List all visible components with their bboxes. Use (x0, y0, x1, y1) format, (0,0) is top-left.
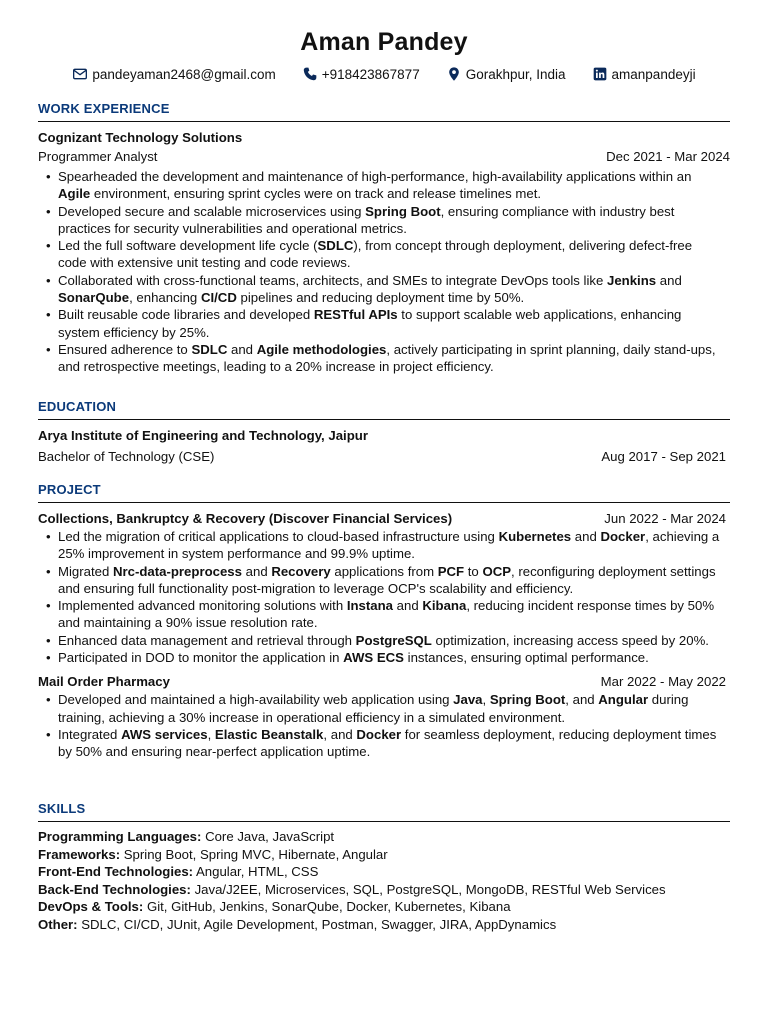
skill-value: Java/J2EE, Microservices, SQL, PostgreSQL, MongoDB, RESTful Web Services (190, 881, 666, 897)
bold-keyword: PostgreSQL (355, 632, 432, 648)
job-role: Programmer Analyst (38, 149, 158, 164)
bold-keyword: Java (453, 692, 483, 708)
skill-line (38, 846, 730, 864)
skill-value: Core Java, JavaScript (201, 829, 335, 844)
education-degree-row (38, 447, 730, 466)
bold-keyword: Elastic Beanstalk (214, 726, 324, 742)
bold-keyword: Nrc-data-preprocess (112, 563, 242, 579)
linkedin-icon (592, 66, 608, 82)
skill-label: Programming Languages: (38, 829, 202, 844)
project-row (38, 672, 730, 691)
project-dates: Jun 2022 - Mar 2024 (604, 511, 726, 526)
bullet-item: • Built reusable code libraries and developed RESTful APIs to support scalable web applications, enhancing system efficiency by 25%. (58, 306, 730, 341)
education-institute-row (38, 426, 730, 445)
bullet-item: • Participated in DOD to monitor the application in AWS ECS instances, ensuring optimal performance. (58, 649, 730, 666)
skill-value: Spring Boot, Spring MVC, Hibernate, Angular (120, 846, 388, 862)
bold-keyword: Recovery (271, 563, 331, 579)
project-row (38, 509, 730, 528)
bold-keyword: AWS services (121, 726, 208, 742)
bold-keyword: SonarQube (58, 290, 130, 306)
section-title-education: EDUCATION (38, 399, 730, 420)
job-dates: Dec 2021 - Mar 2024 (606, 149, 730, 164)
section-title-project: PROJECT (38, 482, 730, 503)
bold-keyword: SDLC (191, 341, 228, 357)
skill-value: Git, GitHub, Jenkins, SonarQube, Docker, Kubernetes, Kibana (143, 899, 511, 914)
work-role-row (38, 147, 730, 166)
skill-label: Other: (38, 916, 78, 932)
phone-icon (302, 66, 318, 82)
skill-value: SDLC, CI/CD, JUnit, Agile Development, Postman, Swagger, JIRA, AppDynamics (77, 916, 557, 932)
education-section (38, 399, 730, 466)
section-title-skills: SKILLS (38, 801, 730, 822)
skill-line (38, 881, 730, 899)
linkedin-text[interactable]: amanpandeyji (611, 66, 696, 82)
skill-line (38, 916, 730, 934)
bold-keyword: Spring Boot (365, 203, 441, 219)
bold-keyword: Agile methodologies (256, 341, 387, 357)
education-dates: Aug 2017 - Sep 2021 (601, 449, 726, 464)
bold-keyword: RESTful APIs (313, 307, 398, 323)
contact-phone[interactable] (302, 66, 420, 82)
bullet-item: • Enhanced data management and retrieval through PostgreSQL optimization, increasing access speed by 20%. (58, 632, 730, 649)
work-company-row (38, 128, 730, 147)
bold-keyword: SDLC (317, 238, 354, 254)
skill-value: Angular, HTML, CSS (193, 864, 319, 879)
project-name: Collections, Bankruptcy & Recovery (Discover Financial Services) (38, 511, 453, 526)
location-text: Gorakhpur, India (465, 66, 566, 82)
bold-keyword: Docker (600, 529, 646, 544)
bold-keyword: CI/CD (200, 290, 237, 306)
bold-keyword: Kubernetes (498, 529, 572, 544)
skill-label: DevOps & Tools: (38, 899, 144, 914)
degree: Bachelor of Technology (CSE) (38, 449, 215, 464)
bold-keyword: Docker (356, 726, 402, 742)
project-bullets (38, 691, 730, 760)
bold-keyword: Spring Boot (489, 692, 566, 708)
bold-keyword: Agile (58, 186, 91, 202)
contact-location (446, 66, 566, 82)
bullet-item: • Migrated Nrc-data-preprocess and Recovery applications from PCF to OCP, reconfiguring deployment settings and ensuring full functionality post-migration to leverage OCP's scalability and efficiency. (58, 563, 730, 598)
contact-linkedin[interactable] (592, 66, 696, 82)
skill-label: Front-End Technologies: (38, 864, 194, 879)
project-name: Mail Order Pharmacy (38, 674, 170, 690)
institute-name: Arya Institute of Engineering and Technology, Jaipur (38, 428, 368, 443)
bullet-item: • Led the migration of critical applications to cloud-based infrastructure using Kubernetes and Docker, achieving a 25% improvement in system performance and 99.9% uptime. (58, 528, 730, 563)
bullet-item: • Developed secure and scalable microservices using Spring Boot, ensuring compliance with industry best practices for security vulnerabilities and operational metrics. (58, 203, 730, 238)
phone-text[interactable]: +918423867877 (321, 66, 420, 82)
envelope-icon (72, 66, 88, 82)
bullet-item: • Spearheaded the development and maintenance of high-performance, high-availability applications within an Agile environment, ensuring sprint cycles were on track and release timelines met. (58, 168, 730, 203)
section-title-work: WORK EXPERIENCE (38, 101, 730, 122)
bullet-item: • Collaborated with cross-functional teams, architects, and SMEs to integrate DevOps tools like Jenkins and SonarQube, enhancing CI/CD pipelines and reducing deployment time by 50%. (58, 272, 730, 307)
map-pin-icon (446, 66, 462, 82)
bold-keyword: AWS ECS (343, 650, 404, 666)
bold-keyword: Jenkins (607, 272, 657, 288)
work-bullets (38, 168, 730, 376)
bold-keyword: Angular (598, 692, 649, 708)
bullet-item: • Implemented advanced monitoring solutions with Instana and Kibana, reducing incident response times by 50% and maintaining a 90% issue resolution rate. (58, 597, 730, 632)
bold-keyword: OCP (482, 563, 512, 579)
skill-line (38, 898, 730, 916)
skill-line (38, 828, 730, 846)
bullet-item: • Ensured adherence to SDLC and Agile methodologies, actively participating in sprint planning, daily stand-ups, and retrospective meetings, leading to a 20% increase in project efficiency. (58, 341, 730, 376)
project-section (38, 482, 730, 761)
bold-keyword: PCF (437, 563, 465, 579)
candidate-name: Aman Pandey (300, 28, 468, 56)
contact-email[interactable] (72, 66, 275, 82)
project-bullets (38, 528, 730, 666)
bullet-item: • Integrated AWS services, Elastic Beanstalk, and Docker for seamless deployment, reducing deployment times by 50% and ensuring near-perfect application uptime. (58, 726, 730, 761)
skill-label: Back-End Technologies: (38, 881, 191, 897)
contact-bar (0, 66, 768, 82)
skill-line (38, 863, 730, 881)
skills-section (38, 801, 730, 933)
work-experience-section (38, 101, 730, 376)
bullet-item: • Led the full software development life cycle (SDLC), from concept through deployment, delivering defect-free code with extensive unit testing and code reviews. (58, 237, 730, 272)
project-dates: Mar 2022 - May 2022 (600, 674, 726, 690)
bullet-item: • Developed and maintained a high-availability web application using Java, Spring Boot, and Angular during training, achieving a 30% increase in operational efficiency in a simulated environment. (58, 691, 730, 726)
company-name: Cognizant Technology Solutions (38, 130, 243, 145)
bold-keyword: Instana (346, 598, 393, 614)
bold-keyword: Kibana (422, 598, 467, 614)
email-text[interactable]: pandeyaman2468@gmail.com (92, 66, 276, 82)
skill-label: Frameworks: (38, 846, 121, 862)
